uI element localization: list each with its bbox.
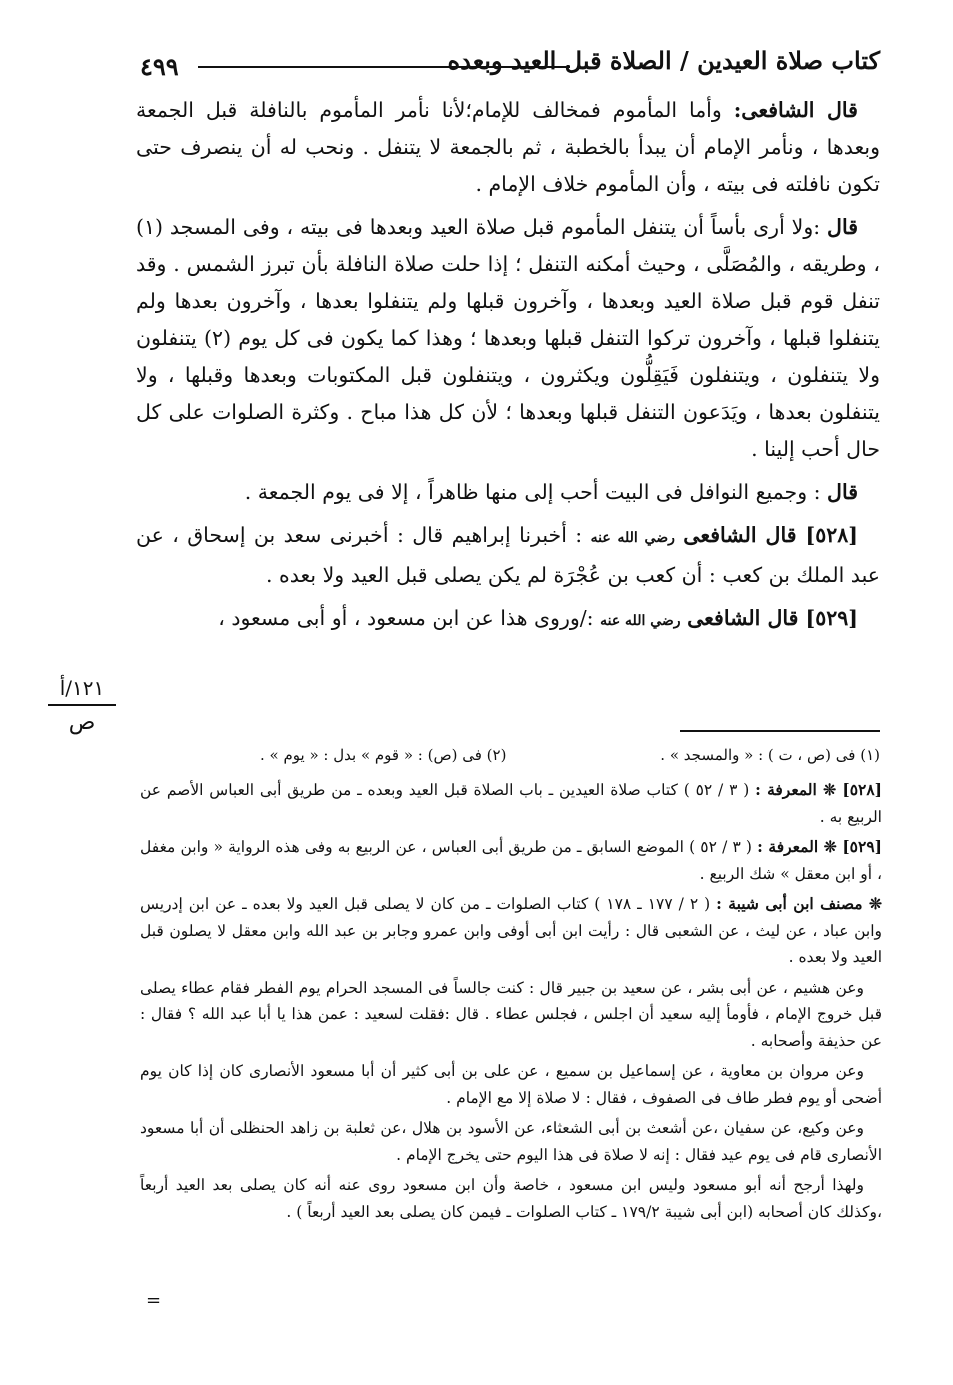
footnote-rule — [680, 730, 880, 732]
paragraph-text: :ولا أرى بأساً أن يتنفل المأموم قبل صلاة العيد وبعدها فى بيته ، وفى المسجد (١) ، وطريقه ، والمُصَلَّى ، وحيث أمكنه التنفل ؛ إذا حلت صلاة النافلة بأن تبرز الشمس . وقد تنفل قوم قبل صلاة العيد وبعدها ، وآخرون قبلها ولم يتنفلوا بعدها ، وآخرون بعدها ولم يتنفلوا قبلها ، وآخرون تركوا التنفل قبلها وبعدها ؛ وهذا كما يكون فى كل يوم (٢) يتنفلون ولا يتنفلون ، ويتنفلون فَيَقِلُّون ويكثرون ، ويتنفلون قبل المكتوبات وبعدها وقبلها ، ولا يتنفلون بعدها ، ويَدَعون التنفل قبلها وبعدها ؛ لأن كل هذا مباح . وكثرة الصلوات على كل حال أحب إلينا . — [136, 215, 880, 461]
manuscript-siglum: ص — [68, 710, 96, 735]
note-item — [140, 891, 882, 971]
paragraph-2 — [136, 209, 880, 468]
folio-reference: ١٢١/أ — [59, 676, 105, 700]
note-item — [140, 1058, 882, 1111]
note-text: ( ٣ / ٥٢ ) الموضع السابق ـ من طريق أبى العباس ، عن الربيع به وفى هذه الرواية « وابن مغفل ، أو ابن معقل » شك الربيع . — [140, 838, 882, 883]
paragraph-lead: [٥٢٩] قال الشافعى — [687, 606, 858, 630]
page-header — [140, 38, 880, 82]
paragraph-5 — [136, 600, 880, 640]
note-item — [140, 777, 882, 830]
paragraph-text: :/وروى هذا عن ابن مسعود ، أو أبى مسعود ، — [218, 606, 601, 630]
paragraph-text: : وجميع النوافل فى البيت أحب إلى منها ظاهراً ، إلا فى يوم الجمعة . — [244, 480, 828, 504]
paragraph-4 — [136, 517, 880, 594]
running-title: كتاب صلاة العيدين / الصلاة قبل العيد وبعده — [447, 46, 880, 75]
end-mark: = — [146, 1290, 162, 1311]
page-number: ٤٩٩ — [140, 52, 179, 81]
note-text: وعن مروان بن معاوية ، عن إسماعيل بن سميع ، عن على بن أبى كثير أن أبا مسعود الأنصارى كان إذا كان يوم أضحى أو يوم فطر طاف فى الصفوف ، فقال : لا صلاة إلا مع الإمام . — [140, 1062, 882, 1107]
paragraph-3 — [136, 474, 880, 511]
note-text: ( ٣ / ٥٢ ) كتاب صلاة العيدين ـ باب الصلاة قبل العيد وبعده ـ من طريق أبى العباس الأصم عن الربيع به . — [140, 781, 882, 826]
note-text: ولهذا أرجح أنه أبو مسعود وليس ابن مسعود ، خاصة وأن ابن مسعود روى عنه أنه كان يصلى بعد العيد أربعاً ،وكذلك كان أصحابه (ابن أبى شيبة ١٧٩/٢ ـ كتاب الصلوات ـ فيمن كان يصلى بعد العيد أربعاً ) . — [140, 1176, 882, 1221]
note-text: ( ٢ / ١٧٧ ـ ١٧٨ ) كتاب الصلوات ـ من كان لا يصلى قبل العيد ولا بعده ـ عن ابن إدريس وابن عباد ، عن ليث ، عن الشعبى قال : رأيت ابن أبى أوفى وابن عمرو وجابر بن عبد الله وابن معقل لا يصلون قبل العيد ولا بعده . — [140, 895, 882, 966]
paragraph-text: وأما المأموم فمخالف للإمام؛لأنا نأمر المأموم بالنافلة قبل الجمعة وبعدها ، ونأمر الإمام أن يبدأ بالخطبة ، ثم بالجمعة لا يتنفل . ونحب له أن ينصرف حتى تكون نافلته فى بيته ، وأن المأموم خلاف الإمام . — [136, 98, 880, 196]
main-text — [136, 92, 880, 646]
honorific-glyph: رضي الله عنه — [590, 530, 675, 546]
note-item — [140, 1172, 882, 1225]
note-item — [140, 975, 882, 1055]
honorific-glyph: رضي الله عنه — [600, 613, 681, 629]
source-notes — [140, 777, 882, 1229]
note-text: وعن وكيع، عن سفيان ،عن أشعث بن أبى الشعثاء، عن الأسود بن هلال ،عن ثعلبة بن زاهد الحنظلى أن أبا مسعود الأنصارى قام فى يوم عيد فقال : إنه لا صلاة فى هذا اليوم حتى يخرج الإمام . — [140, 1119, 882, 1164]
note-item — [140, 1115, 882, 1168]
folio-rule — [48, 704, 116, 706]
margin-folio-note — [48, 676, 116, 735]
note-text: وعن هشيم ، عن أبى بشر ، عن سعيد بن جبير قال : كنت جالساً فى المسجد الحرام يوم الفطر فقام عطاء يصلى قبل خروج الإمام ، فأومأ إليه سعيد أن اجلس ، فجلس عطاء . قال :فقلت لسعيد : عمن هذا يا أبا عبد الله ؟ فقال : عن حذيفة وأصحابه . — [140, 978, 882, 1050]
note-lead: [٥٢٨] ❊ المعرفة : — [755, 780, 883, 799]
footnote-1: (١) فى (ص ، ت ) : « والمسجد » . — [660, 746, 880, 764]
paragraph-text: : أخبرنا إبراهيم قال : أخبرنى سعد بن إسحاق ، عن عبد الملك بن كعب : أن كعب بن عُجْرَة لم يكن يصلى قبل العيد ولا بعده . — [136, 523, 880, 587]
footnote-2: (٢) فى (ص) : « قوم » بدل : « يوم » . — [260, 746, 507, 764]
paragraph-1 — [136, 92, 880, 203]
paragraph-lead: قال — [827, 480, 858, 504]
paragraph-lead: [٥٢٨] قال الشافعى — [683, 523, 858, 547]
note-lead: [٥٢٩] ❊ المعرفة : — [757, 837, 882, 856]
paragraph-lead: قال الشافعى: — [733, 98, 858, 122]
note-lead: ❊ مصنف ابن أبى شيبة : — [716, 894, 883, 913]
paragraph-lead: قال — [827, 215, 858, 239]
note-item — [140, 834, 882, 887]
